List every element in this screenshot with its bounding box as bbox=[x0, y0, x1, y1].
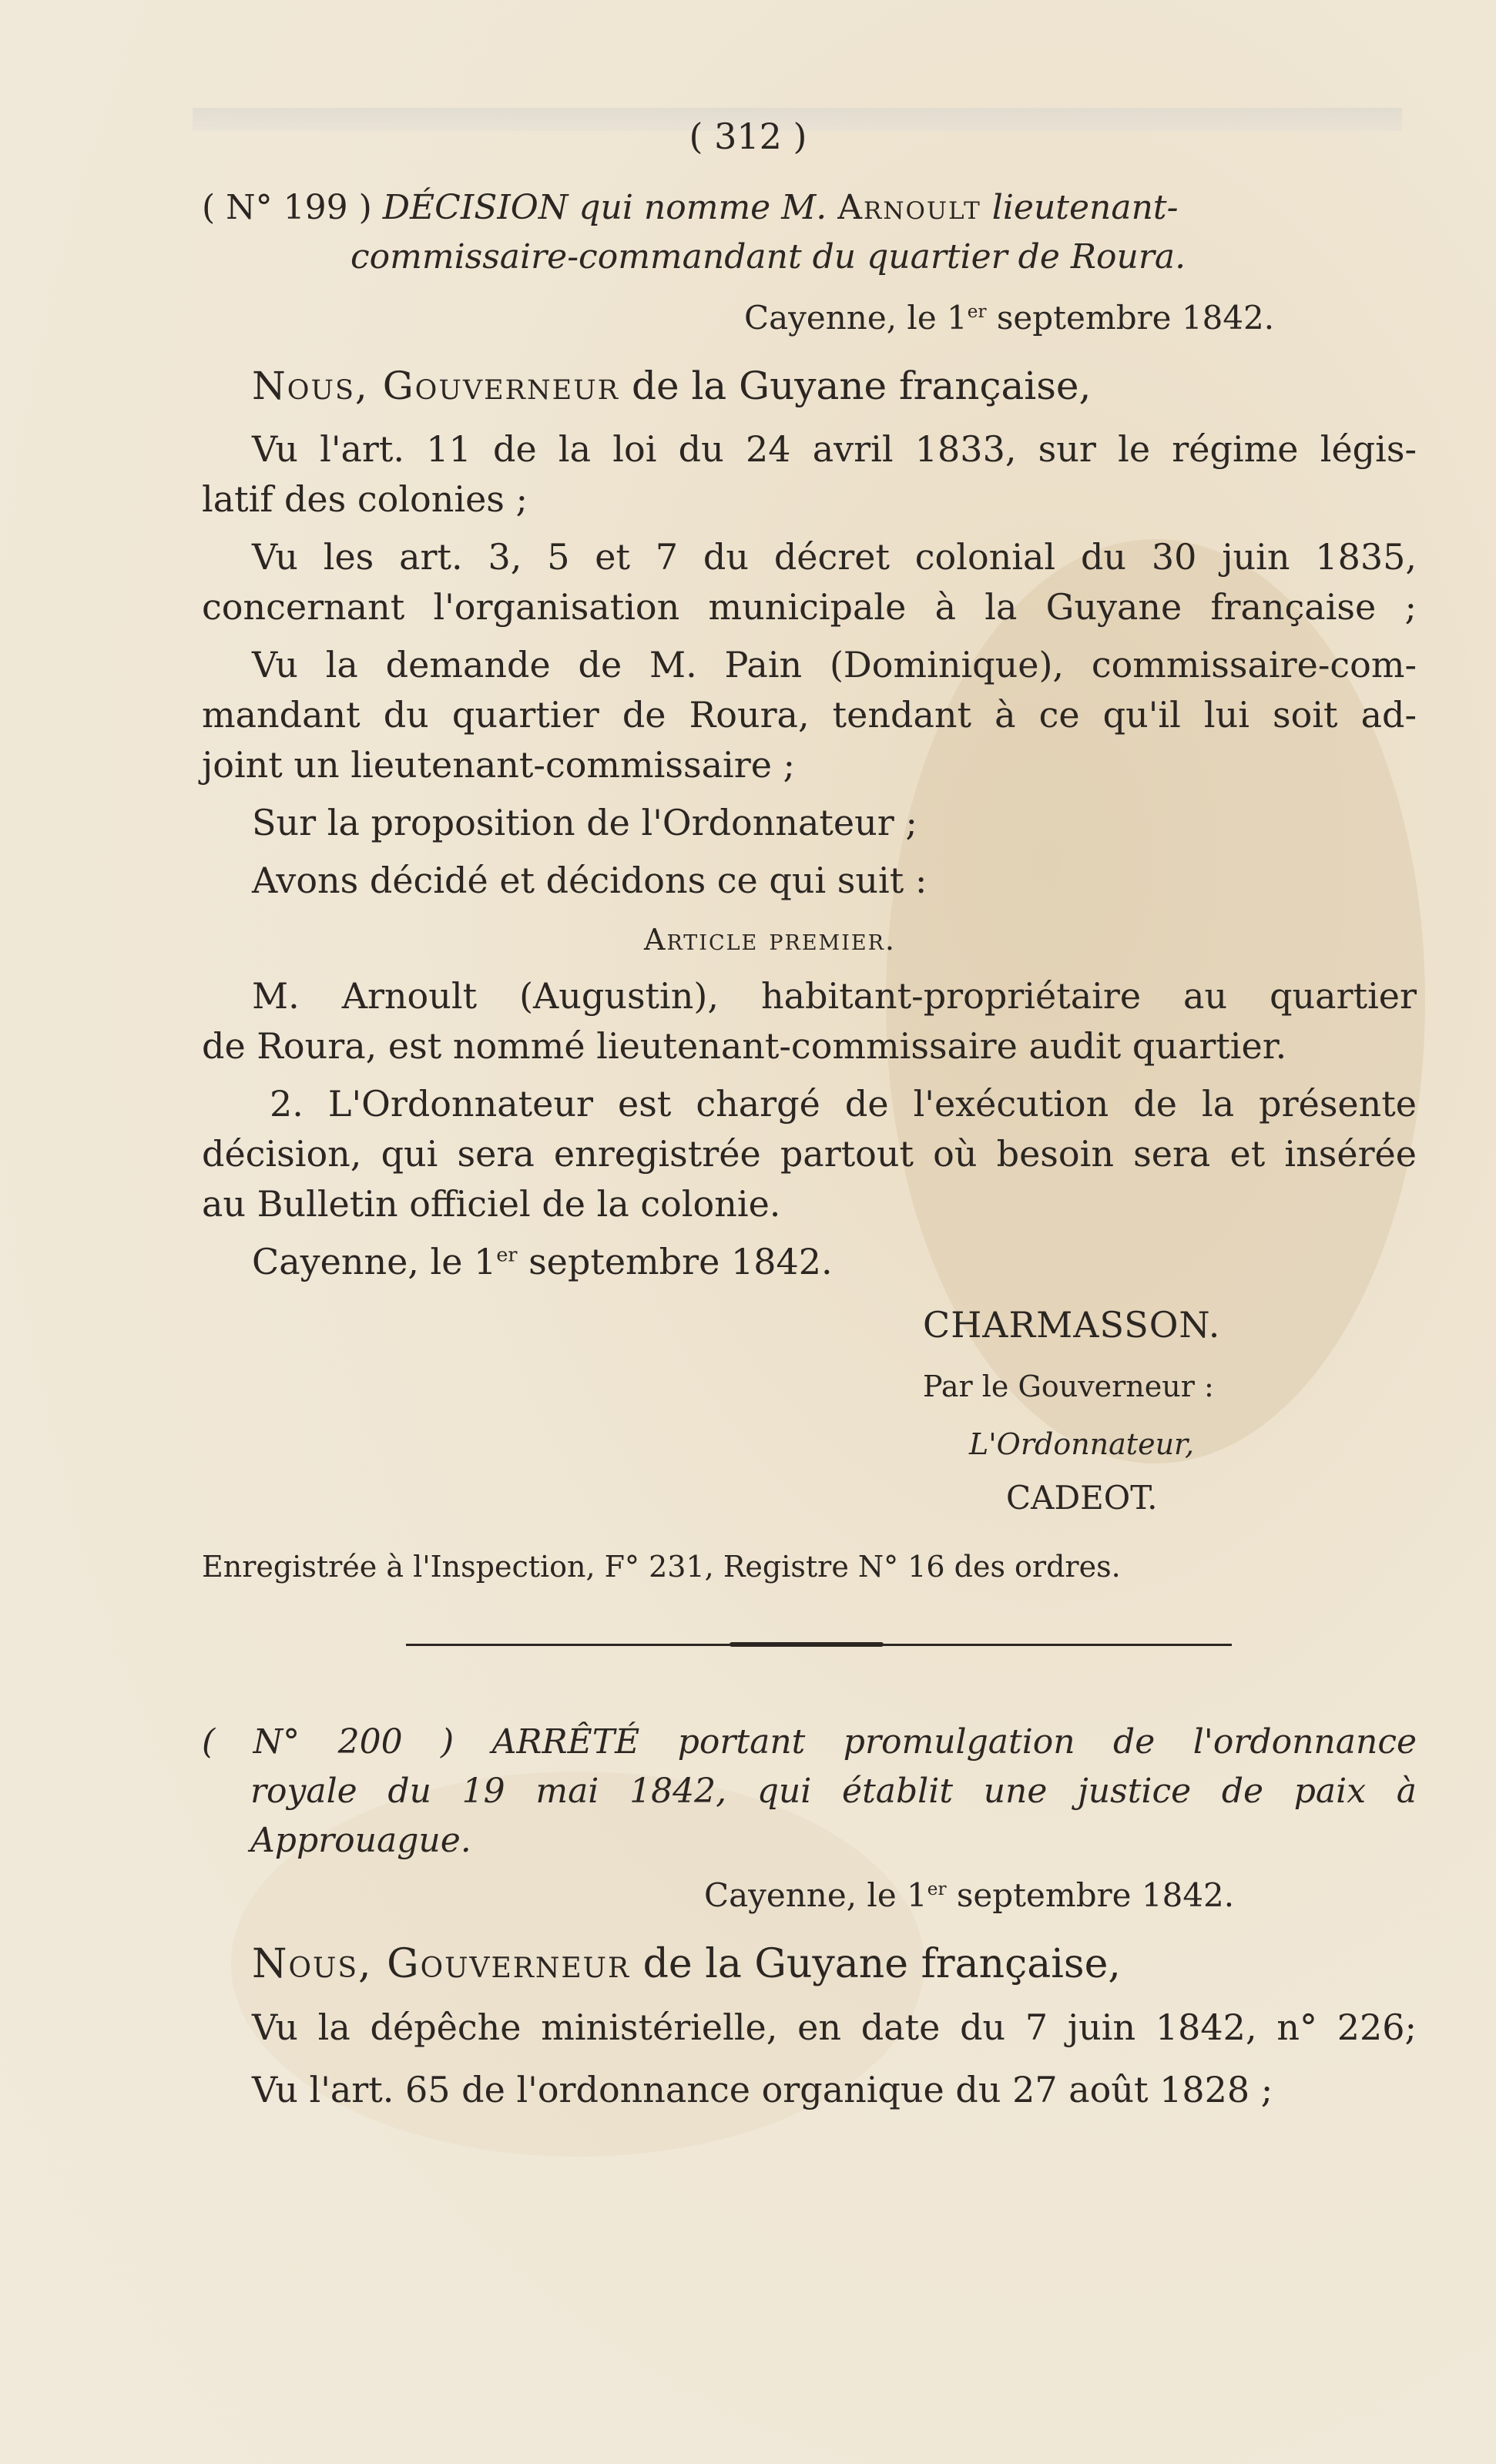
text-line: Sur la proposition de l'Ordonnateur ; bbox=[252, 802, 917, 843]
article-line: de Roura, est nommé lieutenant-commissaire audit quartier. bbox=[202, 1025, 1287, 1067]
nous-label: Nous, Gouverneur bbox=[252, 364, 620, 408]
closing-dateline: Cayenne, le 1er septembre 1842. bbox=[252, 1241, 833, 1282]
nous-rest: de la Guyane française, bbox=[631, 364, 1092, 408]
article-heading: Article premier. bbox=[644, 923, 896, 957]
nous-rest: de la Guyane française, bbox=[642, 1941, 1121, 1987]
text-line: Avons décidé et décidons ce qui suit : bbox=[252, 860, 927, 901]
page-number: ( 312 ) bbox=[689, 116, 807, 157]
article-line: décision, qui sera enregistrée partout où besoin sera et insérée bbox=[202, 1133, 1417, 1175]
text-line: Vu la demande de M. Pain (Dominique), commissaire-com- bbox=[252, 644, 1417, 686]
text-line: concernant l'organisation municipale à la Guyane française ; bbox=[202, 586, 1417, 628]
arrete-text-line: Vu la dépêche ministérielle, en date du 7 juin 1842, n° 226; bbox=[252, 2006, 1417, 2048]
text-line: joint un lieutenant-commissaire ; bbox=[202, 744, 796, 786]
decision-199-heading bbox=[202, 188, 1178, 227]
text-line: Vu les art. 3, 5 et 7 du décret colonial du 30 juin 1835, bbox=[252, 536, 1417, 578]
text-line: Vu l'art. 11 de la loi du 24 avril 1833, sur le régime légis- bbox=[252, 428, 1417, 470]
arrete-text-line: Vu l'art. 65 de l'ordonnance organique du 27 août 1828 ; bbox=[252, 2069, 1273, 2110]
text-line: mandant du quartier de Roura, tendant à ce qu'il lui soit ad- bbox=[202, 694, 1417, 736]
nous-label: Nous, Gouverneur bbox=[252, 1941, 631, 1987]
decision-title-rest-2: lieutenant- bbox=[991, 188, 1179, 227]
ordonnateur-title: L'Ordonnateur, bbox=[969, 1427, 1195, 1461]
decision-number: ( N° 199 ) bbox=[202, 188, 372, 227]
registration-note: Enregistrée à l'Inspection, F° 231, Registre N° 16 des ordres. bbox=[202, 1550, 1121, 1584]
decision-199-heading-line2: commissaire-commandant du quartier de Roura. bbox=[351, 237, 1186, 277]
article-line: au Bulletin officiel de la colonie. bbox=[202, 1183, 781, 1225]
nous-gouverneur-199 bbox=[252, 364, 1091, 408]
decision-title-rest: qui nomme M. bbox=[579, 188, 827, 227]
decision-name: Arnoult bbox=[837, 188, 981, 227]
decision-199-dateline: Cayenne, le 1er septembre 1842. bbox=[744, 299, 1275, 337]
arrete-200-dateline: Cayenne, le 1er septembre 1842. bbox=[704, 1876, 1235, 1914]
nous-gouverneur-200 bbox=[252, 1941, 1121, 1987]
par-le-gouverneur: Par le Gouverneur : bbox=[923, 1369, 1214, 1403]
article-line: M. Arnoult (Augustin), habitant-propriétaire au quartier bbox=[252, 975, 1417, 1017]
section-divider bbox=[406, 1644, 1232, 1646]
arrete-200-heading-line3: Approuague. bbox=[250, 1821, 471, 1860]
decision-title: DÉCISION bbox=[382, 188, 569, 227]
signature-governor: CHARMASSON. bbox=[923, 1304, 1221, 1346]
text-line: latif des colonies ; bbox=[202, 478, 528, 520]
arrete-200-heading-line1: ( N° 200 ) ARRÊTÉ portant promulgation de l'ordonnance bbox=[202, 1722, 1417, 1762]
article-line: 2. L'Ordonnateur est chargé de l'exécution de la présente bbox=[270, 1083, 1417, 1125]
ordonnateur-name: CADEOT. bbox=[1006, 1479, 1158, 1517]
arrete-200-heading-line2: royale du 19 mai 1842, qui établit une justice de paix à bbox=[250, 1772, 1417, 1811]
